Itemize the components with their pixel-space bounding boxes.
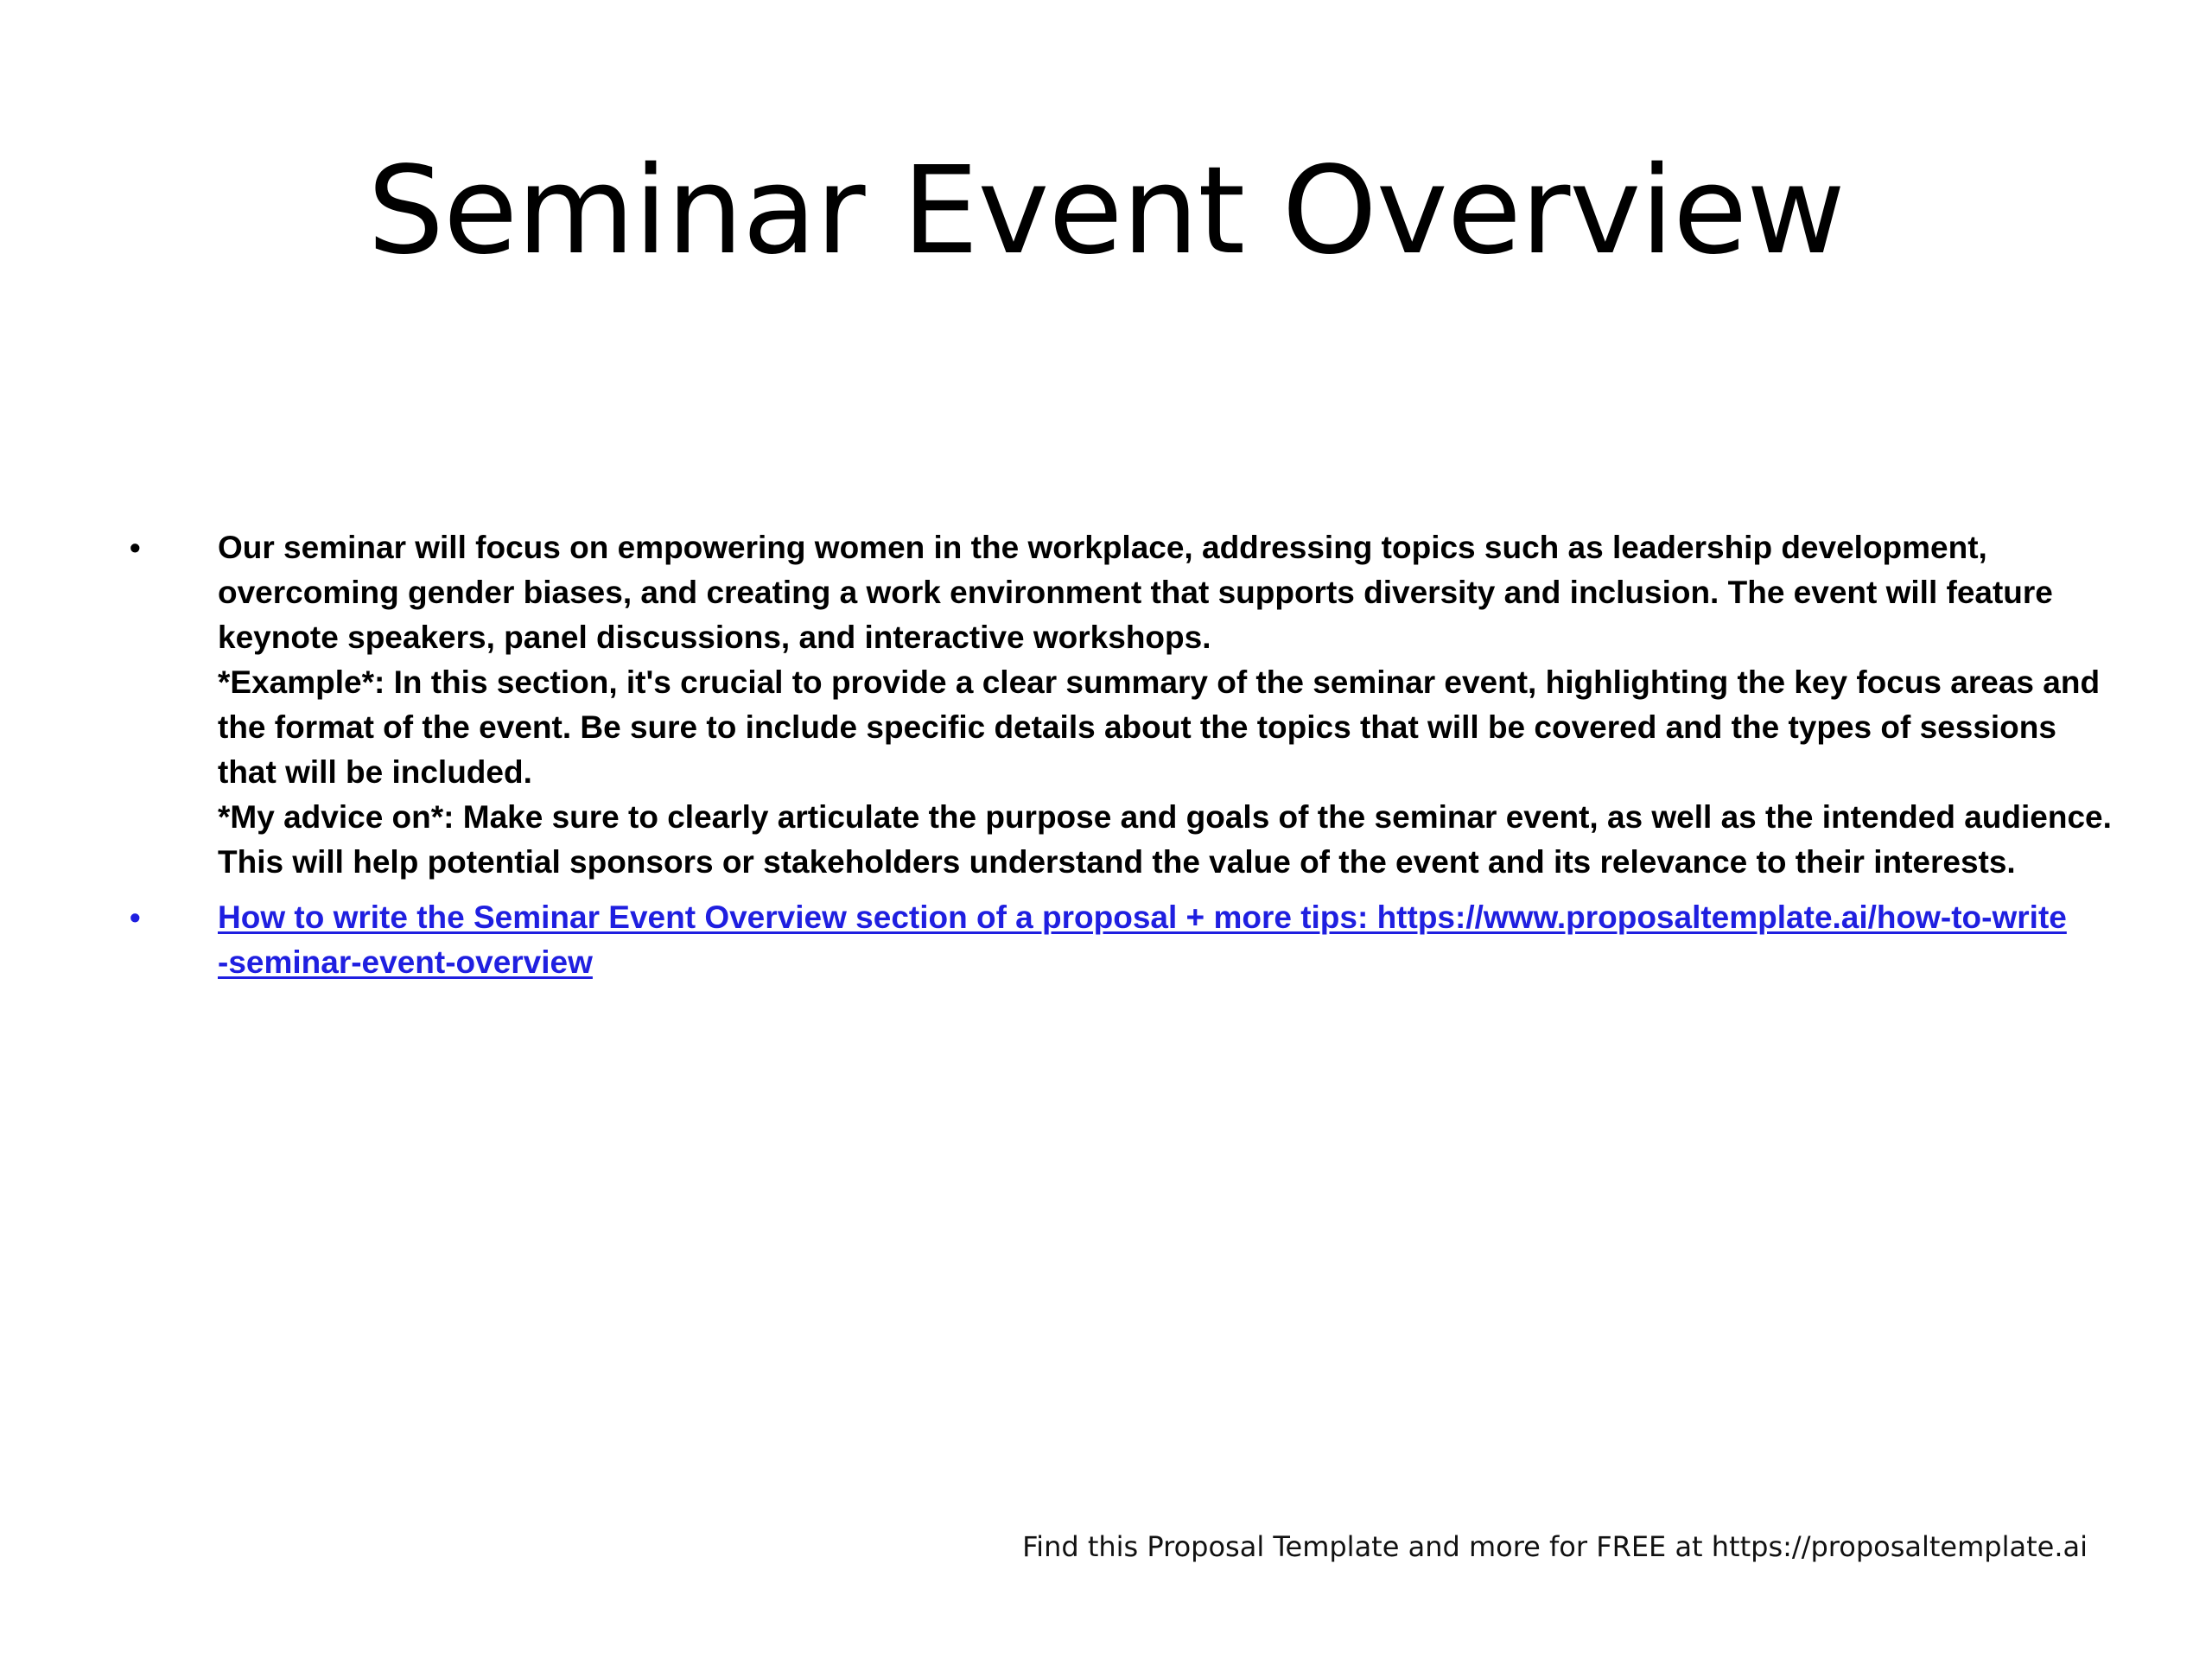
bullet-dot-icon: •: [130, 899, 141, 935]
bullet-item-overview: [130, 525, 2117, 885]
advice-paragraph: *My advice on*: Make sure to clearly articulate the purpose and goals of the seminar event, as well as the intended audience. This will help potential sponsors or stakeholders understand the value of the event and its relevance to their interests.: [218, 799, 2112, 880]
bullet-dot-icon: •: [130, 530, 141, 565]
example-paragraph: *Example*: In this section, it's crucial to provide a clear summary of the seminar event, highlighting the key focus areas and the format of the event. Be sure to include specific details about the topics that will be covered and the types of sessions that will be included.: [218, 664, 2101, 790]
slide-content: [130, 525, 2117, 995]
footer-note: Find this Proposal Template and more for FREE at https://proposaltemplate.ai: [1022, 1530, 2088, 1563]
bullet-item-link: [130, 895, 2117, 985]
overview-paragraph: Our seminar will focus on empowering women in the workplace, addressing topics such as leadership development, overcoming gender biases, and creating a work environment that supports diversity and inclusion. The event will feature keynote speakers, panel discussions, and interactive workshops.: [218, 530, 2053, 655]
tips-link[interactable]: How to write the Seminar Event Overview section of a proposal + more tips: https://www.proposaltemplate.ai/how-to-write-seminar-event-overview: [218, 899, 2067, 980]
slide-title: Seminar Event Overview: [367, 141, 1845, 282]
